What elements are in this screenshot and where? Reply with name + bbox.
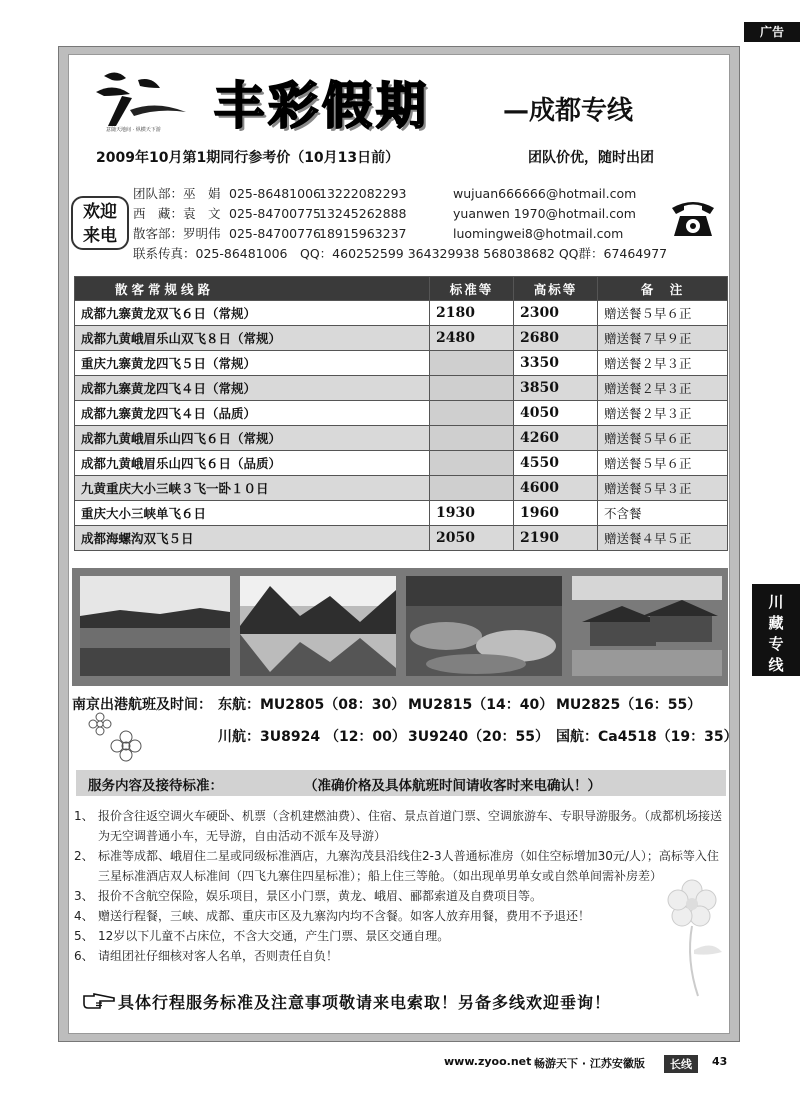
meal-note: 赠送餐５早３正 — [598, 476, 728, 501]
standard-price — [430, 351, 514, 376]
footer-brand: 畅游天下 · 江苏安徽版 — [534, 1057, 645, 1070]
fax-qq-text: 联系传真：025-86481006 QQ：460252599 364329938 568038682 QQ群：67464977 — [133, 246, 668, 261]
table-row[interactable] — [75, 351, 728, 376]
ad-label: 广告 — [744, 22, 800, 42]
welcome-badge — [71, 196, 129, 250]
premium-price: 3350 — [514, 351, 598, 376]
item-text: 请组团社仔细核对客人名单，否则责任自负！ — [98, 949, 339, 963]
flight-3u9240: 3U9240（20：55） — [408, 729, 550, 745]
list-item — [74, 926, 728, 946]
contact-mobile[interactable]: 13245262888 — [319, 206, 407, 221]
col-header-standard: 标准等 — [430, 277, 514, 301]
route-name: 成都九黄峨眉乐山双飞８日（常规） — [75, 326, 430, 351]
price-slogan: 团队价优，随时出团 — [528, 150, 654, 166]
contact-tel[interactable]: 025-84700775 — [229, 206, 321, 221]
route-name: 重庆大小三峡单飞６日 — [75, 501, 430, 526]
table-row[interactable] — [75, 376, 728, 401]
contact-dept: 西 藏：袁 文 — [133, 206, 221, 221]
meal-note: 赠送餐５早６正 — [598, 451, 728, 476]
list-item — [74, 946, 728, 966]
route-name: 成都海螺沟双飞５日 — [75, 526, 430, 551]
standard-price: 2050 — [430, 526, 514, 551]
flight-mu2815: MU2815（14：40） — [408, 697, 554, 713]
side-tab-label: 川藏专线 — [768, 593, 784, 674]
contact-email[interactable]: wujuan666666@hotmail.com — [453, 186, 637, 201]
premium-price: 4050 — [514, 401, 598, 426]
col-header-note: 备 注 — [598, 277, 728, 301]
standard-price — [430, 376, 514, 401]
contact-dept: 散客部：罗明伟 — [133, 226, 221, 241]
list-item — [74, 906, 728, 926]
item-number: 5、 — [74, 929, 94, 943]
temple-photo — [572, 576, 722, 676]
standard-price — [430, 476, 514, 501]
premium-price: 2300 — [514, 301, 598, 326]
route-name: 成都九黄峨眉乐山四飞６日（常规） — [75, 426, 430, 451]
telephone-icon — [668, 196, 718, 238]
contact-tel[interactable]: 025-86481006 — [229, 186, 321, 201]
flight-mu2805: 东航：MU2805（08：30） — [218, 697, 406, 713]
pointing-hand-icon — [82, 992, 116, 1010]
meal-note: 赠送餐２早３正 — [598, 351, 728, 376]
welcome-line-2: 来电 — [83, 226, 117, 246]
page-number: 43 — [712, 1055, 728, 1068]
item-text: 报价含往返空调火车硬卧、机票（含机建燃油费）、住宿、景点首道门票、空调旅游车、专职导游服务。（成都机场接送为无空调普通小车，无导游，自由活动不派车及导游） — [98, 809, 723, 843]
premium-price: 3850 — [514, 376, 598, 401]
table-row[interactable] — [75, 426, 728, 451]
table-header-row — [75, 277, 728, 301]
list-item — [74, 806, 728, 846]
flower-outline-icon — [86, 712, 148, 766]
item-number: 4、 — [74, 909, 94, 923]
contact-email[interactable]: yuanwen 1970@hotmail.com — [453, 206, 636, 221]
standard-price — [430, 401, 514, 426]
route-name: 九黄重庆大小三峡３飞一卧１０日 — [75, 476, 430, 501]
meal-note: 赠送餐２早３正 — [598, 401, 728, 426]
route-name: 成都九黄峨眉乐山四飞６日（品质） — [75, 451, 430, 476]
standard-price: 2480 — [430, 326, 514, 351]
mountain-lake-photo — [240, 576, 396, 676]
table-row[interactable] — [75, 476, 728, 501]
price-issue-note: 2009年10月第1期同行参考价（10月13日前） — [96, 150, 400, 166]
table-row[interactable] — [75, 451, 728, 476]
route-name: 成都九寨黄龙双飞６日（常规） — [75, 301, 430, 326]
flight-mu2825: MU2825（16：55） — [556, 697, 702, 713]
table-row[interactable] — [75, 401, 728, 426]
contact-dept: 团队部：巫 娟 — [133, 186, 221, 201]
route-name: 重庆九寨黄龙四飞５日（常规） — [75, 351, 430, 376]
col-header-route: 散客常规线路 — [75, 277, 430, 301]
flight-ca4518: 国航：Ca4518（19：35） — [556, 729, 738, 745]
meal-note: 赠送餐２早３正 — [598, 376, 728, 401]
premium-price: 2680 — [514, 326, 598, 351]
item-number: 6、 — [74, 949, 94, 963]
list-item — [74, 846, 728, 886]
meal-note: 赠送餐７早９正 — [598, 326, 728, 351]
meal-note: 赠送餐５早６正 — [598, 301, 728, 326]
service-confirm-note: （准确价格及具体航班时间请收客时来电确认！） — [304, 778, 601, 794]
standard-price: 2180 — [430, 301, 514, 326]
route-name: 成都九寨黄龙四飞４日（常规） — [75, 376, 430, 401]
contact-tel[interactable]: 025-84700776 — [229, 226, 321, 241]
item-text: 标准等成都、峨眉住二星或同级标准酒店，九寨沟茂县沿线住2-3人普通标准房（如住空标增加30元/人）；高标等入住三星标准酒店双人标准间（四飞九寨住四星标准）；船上住三等舱。（如出现单男单女或自然单间需补房差） — [98, 849, 719, 883]
flight-3u8924: 川航：3U8924 （12：00） — [218, 729, 406, 745]
logo-caption: 意随天地间 · 纵横天下游 — [106, 127, 161, 133]
item-text: 赠送行程餐，三峡、成都、重庆市区及九寨沟内均不含餐。如客人放弃用餐，费用不予退还！ — [98, 909, 591, 923]
meal-note: 赠送餐４早５正 — [598, 526, 728, 551]
scenery-photo-strip — [72, 568, 728, 686]
meal-note: 不含餐 — [598, 501, 728, 526]
standard-price — [430, 451, 514, 476]
brand-title: 丰彩假期 — [214, 76, 430, 135]
item-number: 3、 — [74, 889, 94, 903]
premium-price: 1960 — [514, 501, 598, 526]
premium-price: 2190 — [514, 526, 598, 551]
side-tab-chuanzang[interactable] — [752, 584, 800, 676]
premium-price: 4600 — [514, 476, 598, 501]
contact-mobile[interactable]: 18915963237 — [319, 226, 407, 241]
inquiry-callout: 具体行程服务标准及注意事项敬请来电索取！另备多线欢迎垂询！ — [118, 993, 612, 1012]
service-title: 服务内容及接待标准： — [88, 778, 223, 794]
footer-section-tag: 长线 — [664, 1055, 698, 1073]
table-row[interactable] — [75, 326, 728, 351]
item-number: 1、 — [74, 809, 94, 823]
premium-price: 4550 — [514, 451, 598, 476]
list-item — [74, 886, 728, 906]
standard-price: 1930 — [430, 501, 514, 526]
footer-url[interactable]: www.zyoo.net — [444, 1055, 532, 1068]
service-terms-list — [74, 806, 728, 966]
item-number: 2、 — [74, 849, 94, 863]
brand-subtitle: —成都专线 — [503, 96, 634, 126]
meal-note: 赠送餐５早６正 — [598, 426, 728, 451]
table-row[interactable] — [75, 301, 728, 326]
item-text: 12岁以下儿童不占床位，不含大交通，产生门票、景区交通自理。 — [98, 929, 450, 943]
flights-label: 南京出港航班及时间： — [72, 697, 212, 713]
table-row[interactable] — [75, 501, 728, 526]
waterfall-pools-photo — [406, 576, 562, 676]
contact-mobile[interactable]: 13222082293 — [319, 186, 407, 201]
item-text: 报价不含航空保险，娱乐项目，景区小门票，黄龙、峨眉、郦都索道及自费项目等。 — [98, 889, 543, 903]
route-name: 成都九寨黄龙四飞４日（品质） — [75, 401, 430, 426]
contact-email[interactable]: luomingwei8@hotmail.com — [453, 226, 624, 241]
premium-price: 4260 — [514, 426, 598, 451]
lake-photo — [80, 576, 230, 676]
standard-price — [430, 426, 514, 451]
col-header-premium: 高标等 — [514, 277, 598, 301]
decorative-flower-icon — [652, 870, 732, 1000]
welcome-line-1: 欢迎 — [83, 202, 117, 222]
route-price-table — [74, 276, 728, 551]
table-row[interactable] — [75, 526, 728, 551]
